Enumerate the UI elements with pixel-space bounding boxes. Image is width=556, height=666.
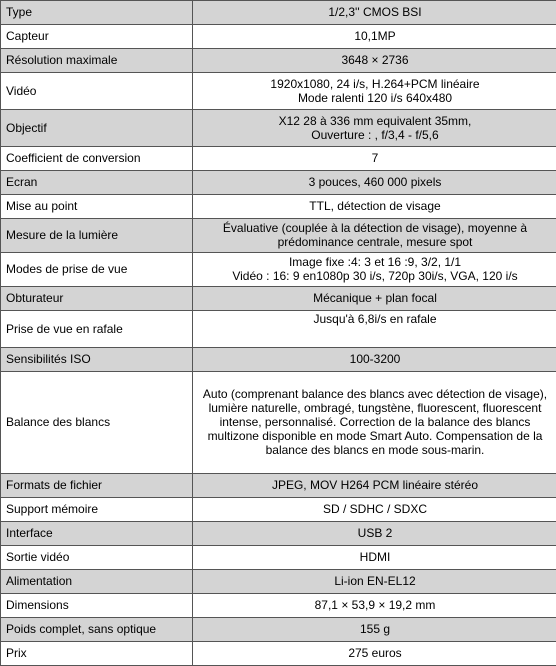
spec-label: Alimentation <box>1 570 193 594</box>
spec-value: JPEG, MOV H264 PCM linéaire stéréo <box>193 474 556 498</box>
spec-value: USB 2 <box>193 522 556 546</box>
spec-value: Jusqu'à 6,8i/s en rafale <box>193 311 556 348</box>
spec-row-capteur <box>1 25 556 49</box>
spec-label: Sortie vidéo <box>1 546 193 570</box>
spec-value: 3648 × 2736 <box>193 49 556 73</box>
spec-label: Résolution maximale <box>1 49 193 73</box>
spec-label: Coefficient de conversion <box>1 147 193 171</box>
spec-value: SD / SDHC / SDXC <box>193 498 556 522</box>
spec-row-balance-blancs <box>1 372 556 474</box>
spec-value: Évaluative (couplée à la détection de visage), moyenne à prédominance centrale, mesure spot <box>193 219 556 253</box>
spec-value: 7 <box>193 147 556 171</box>
spec-row-rafale <box>1 311 556 348</box>
spec-row-ecran <box>1 171 556 195</box>
spec-label: Type <box>1 1 193 25</box>
spec-row-interface <box>1 522 556 546</box>
spec-row-coefficient <box>1 147 556 171</box>
spec-label: Mise au point <box>1 195 193 219</box>
spec-row-obturateur <box>1 287 556 311</box>
spec-row-formats <box>1 474 556 498</box>
spec-row-iso <box>1 348 556 372</box>
spec-label: Vidéo <box>1 73 193 110</box>
spec-row-prix <box>1 642 556 666</box>
spec-label: Interface <box>1 522 193 546</box>
spec-row-mise-au-point <box>1 195 556 219</box>
spec-value: 3 pouces, 460 000 pixels <box>193 171 556 195</box>
spec-row-resolution <box>1 49 556 73</box>
spec-value: Mécanique + plan focal <box>193 287 556 311</box>
spec-row-sortie-video <box>1 546 556 570</box>
spec-value: 275 euros <box>193 642 556 666</box>
spec-label: Dimensions <box>1 594 193 618</box>
spec-label: Balance des blancs <box>1 372 193 474</box>
spec-value: Li-ion EN-EL12 <box>193 570 556 594</box>
spec-label: Sensibilités ISO <box>1 348 193 372</box>
spec-row-modes-prise-de-vue <box>1 253 556 287</box>
spec-row-mesure-lumiere <box>1 219 556 253</box>
spec-label: Prise de vue en rafale <box>1 311 193 348</box>
spec-value: 1/2,3'' CMOS BSI <box>193 1 556 25</box>
spec-value: 155 g <box>193 618 556 642</box>
spec-value: HDMI <box>193 546 556 570</box>
spec-row-video <box>1 73 556 110</box>
spec-label: Formats de fichier <box>1 474 193 498</box>
spec-row-type <box>1 1 556 25</box>
spec-label: Ecran <box>1 171 193 195</box>
spec-label: Objectif <box>1 110 193 147</box>
spec-value: 87,1 × 53,9 × 19,2 mm <box>193 594 556 618</box>
spec-label: Prix <box>1 642 193 666</box>
spec-value: TTL, détection de visage <box>193 195 556 219</box>
spec-row-objectif <box>1 110 556 147</box>
spec-value: Auto (comprenant balance des blancs avec détection de visage), lumière naturelle, ombragé, tungstène, fluorescent, fluorescent intense, personnalisé. Correction de la balance des blancs multizone disponible en mode Smart Auto. Compensation de la balance des blancs en mode sous-marin. <box>193 372 556 474</box>
spec-row-dimensions <box>1 594 556 618</box>
spec-value: Image fixe :4: 3 et 16 :9, 3/2, 1/1 Vidéo : 16: 9 en1080p 30 i/s, 720p 30i/s, VGA, 120 i/s <box>193 253 556 287</box>
spec-value: 1920x1080, 24 i/s, H.264+PCM linéaire Mode ralenti 120 i/s 640x480 <box>193 73 556 110</box>
spec-label: Modes de prise de vue <box>1 253 193 287</box>
spec-value: X12 28 à 336 mm equivalent 35mm, Ouverture : , f/3,4 - f/5,6 <box>193 110 556 147</box>
spec-label: Obturateur <box>1 287 193 311</box>
spec-row-support-memoire <box>1 498 556 522</box>
spec-label: Support mémoire <box>1 498 193 522</box>
spec-row-poids <box>1 618 556 642</box>
spec-row-alimentation <box>1 570 556 594</box>
spec-label: Poids complet, sans optique <box>1 618 193 642</box>
spec-label: Mesure de la lumière <box>1 219 193 253</box>
spec-label: Capteur <box>1 25 193 49</box>
spec-value: 100-3200 <box>193 348 556 372</box>
spec-value: 10,1MP <box>193 25 556 49</box>
